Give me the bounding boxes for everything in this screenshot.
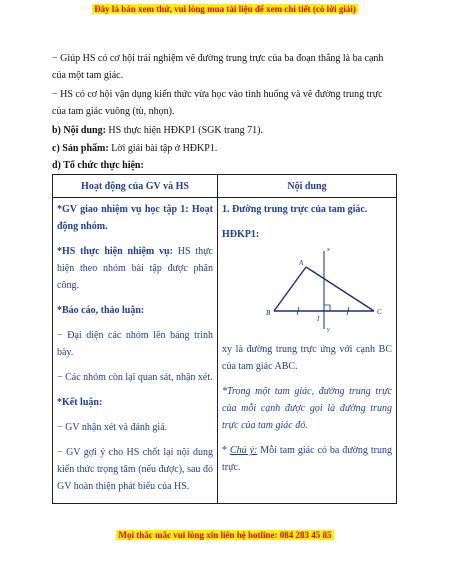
content-cell — [218, 198, 397, 504]
preview-banner: Đây là bản xem thử, vui lòng mua tài liệu để xem chi tiết (có lời giải) — [94, 4, 356, 14]
conclusion-title: *Kết luận: — [57, 397, 103, 408]
segment-ac — [306, 267, 374, 311]
activity-cell — [53, 198, 218, 504]
label-b: B — [266, 309, 271, 317]
label-y: y — [327, 327, 330, 333]
report-item-2: − Các nhóm còn lại quan sát, nhận xét. — [57, 372, 213, 383]
header-activity: Hoạt động của GV và HS — [53, 175, 218, 198]
segment-ab — [274, 267, 306, 311]
definition: *Trong một tam giác, đường trung trực của mỗi cạnh được gọi là đường trung trực của tam giác đó. — [222, 386, 392, 431]
label-a: A — [299, 259, 304, 267]
note: * Chú ý: Mỗi tam giác có ba đường trung trực. — [222, 445, 392, 473]
hs-task: *HS thực hiện nhiệm vụ: HS thực hiện theo nhóm bài tập được phân công. — [57, 246, 213, 291]
xy-statement: xy là đường trung trực ứng với cạnh BC của tam giác ABC. — [222, 344, 392, 372]
content-line: b) Nội dung: HS thực hiện HĐKP1 (SGK trang 71). — [52, 125, 263, 136]
conclusion-item-1: − GV nhận xét và đánh giá. — [57, 422, 168, 433]
organization-heading: d) Tổ chức thực hiện: — [52, 160, 144, 171]
objective-2: − HS có cơ hội vận dụng kiến thức vừa học vào tình huống và vẽ đường trung trực của tam giác vuông (tù, nhọn). — [52, 89, 383, 117]
triangle-figure — [222, 243, 392, 339]
label-i: I — [317, 315, 320, 323]
section-title: 1. Đường trung trực của tam giác. — [222, 204, 368, 215]
conclusion-item-2: − GV gợi ý cho HS chốt lại nội dung kiến thức trọng tâm (nếu được), sau đó GV hoàn thiện phát biểu của HS. — [57, 447, 213, 492]
activity-table — [52, 174, 397, 504]
hotline-banner: Mọi thắc mắc vui lòng xin liên hệ hotline: 084 283 45 85 — [118, 530, 332, 540]
report-title: *Báo cáo, thảo luận: — [57, 305, 145, 316]
product-line: c) Sản phẩm: Lời giải bài tập ở HĐKP1. — [52, 143, 218, 154]
hdkp-label: HĐKP1: — [222, 229, 260, 240]
report-item-1: − Đại diện các nhóm lên bảng trình bày. — [57, 330, 213, 358]
label-c: C — [377, 308, 382, 316]
label-x: x — [327, 247, 330, 253]
header-content: Nội dung — [218, 175, 397, 198]
objective-1: − Giúp HS có cơ hội trải nghiệm vẽ đường trung trực của ba đoạn thẳng là ba cạnh của một tam giác. — [52, 53, 384, 81]
task-title: *GV giao nhiệm vụ học tập 1: Hoạt động nhóm. — [57, 204, 213, 232]
right-angle-mark — [324, 305, 330, 311]
